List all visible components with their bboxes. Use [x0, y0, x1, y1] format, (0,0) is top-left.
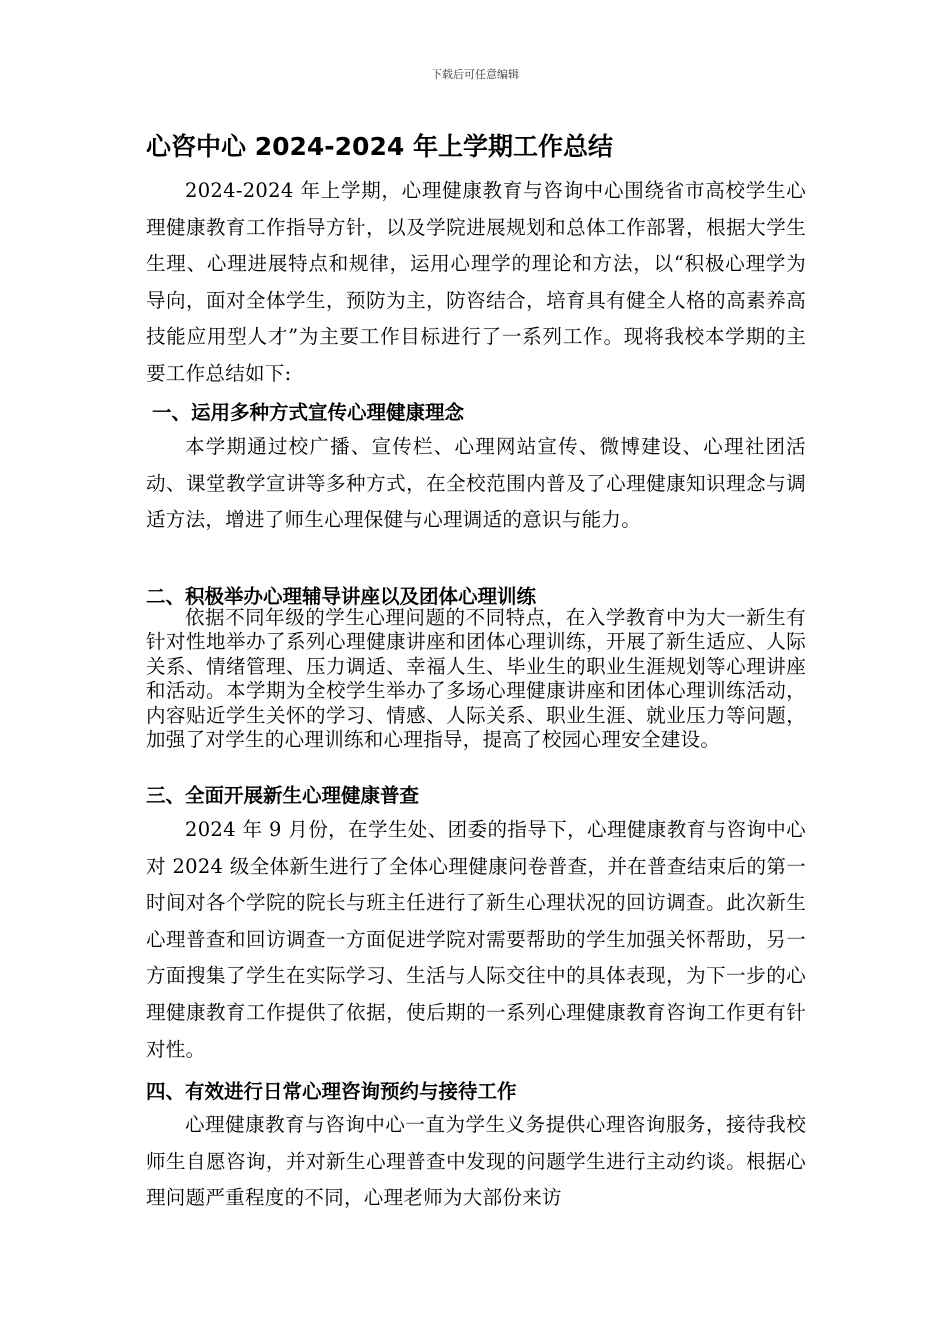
section-2-body: 依据不同年级的学生心理问题的不同特点，在入学教育中为大一新生有针对性地举办了系列心理健康讲座和团体心理训练，开展了新生适应、人际关系、情绪管理、压力调适、幸福人生、毕业生的职业生涯规划等心理讲座和活动。本学期为全校学生举办了多场心理健康讲座和团体心理训练活动，内容贴近学生关怀的学习、情感、人际关系、职业生涯、就业压力等问题，加强了对学生的心理训练和心理指导，提高了校园心理安全建设。 — [146, 606, 806, 752]
header-note: 下载后可任意编辑 — [431, 68, 519, 81]
section-1-body: 本学期通过校广播、宣传栏、心理网站宣传、微博建设、心理社团活动、课堂教学宣讲等多种方式，在全校范围内普及了心理健康知识理念与调适方法，增进了师生心理保健与心理调适的意识与能力。 — [146, 435, 806, 532]
section-3-body: 2024 年 9 月份，在学生处、团委的指导下，心理健康教育与咨询中心对 2024 级全体新生进行了全体心理健康问卷普查，并在普查结束后的第一时间对各个学院的院长与班主任进行了新生心理状况的回访调查。此次新生心理普查和回访调查一方面促进学院对需要帮助的学生加强关怀帮助，另一方面搜集了学生在实际学习、生活与人际交往中的具体表现，为下一步的心理健康教育工作提供了依据，使后期的一系列心理健康教育咨询工作更有针对性。 — [146, 818, 806, 1061]
section-2-heading: 二、积极举办心理辅导讲座以及团体心理训练 — [146, 585, 537, 608]
section-4-heading: 四、有效进行日常心理咨询预约与接待工作 — [146, 1080, 517, 1103]
section-3-heading: 三、全面开展新生心理健康普查 — [146, 784, 420, 807]
section-1-heading: 一、运用多种方式宣传心理健康理念 — [152, 401, 465, 424]
intro-paragraph: 2024-2024 年上学期，心理健康教育与咨询中心围绕省市高校学生心理健康教育工作指导方针，以及学院进展规划和总体工作部署，根据大学生生理、心理进展特点和规律，运用心理学的理论和方法，以“积极心理学为导向，面对全体学生，预防为主，防咨结合，培育具有健全人格的高素养高技能应用型人才”为主要工作目标进行了一系列工作。现将我校本学期的主要工作总结如下: — [146, 179, 806, 385]
document-title: 心咨中心 2024-2024 年上学期工作总结 — [146, 132, 613, 161]
section-4-body: 心理健康教育与咨询中心一直为学生义务提供心理咨询服务，接待我校师生自愿咨询，并对新生心理普查中发现的问题学生进行主动约谈。根据心理问题严重程度的不同，心理老师为大部份来访 — [146, 1113, 806, 1210]
